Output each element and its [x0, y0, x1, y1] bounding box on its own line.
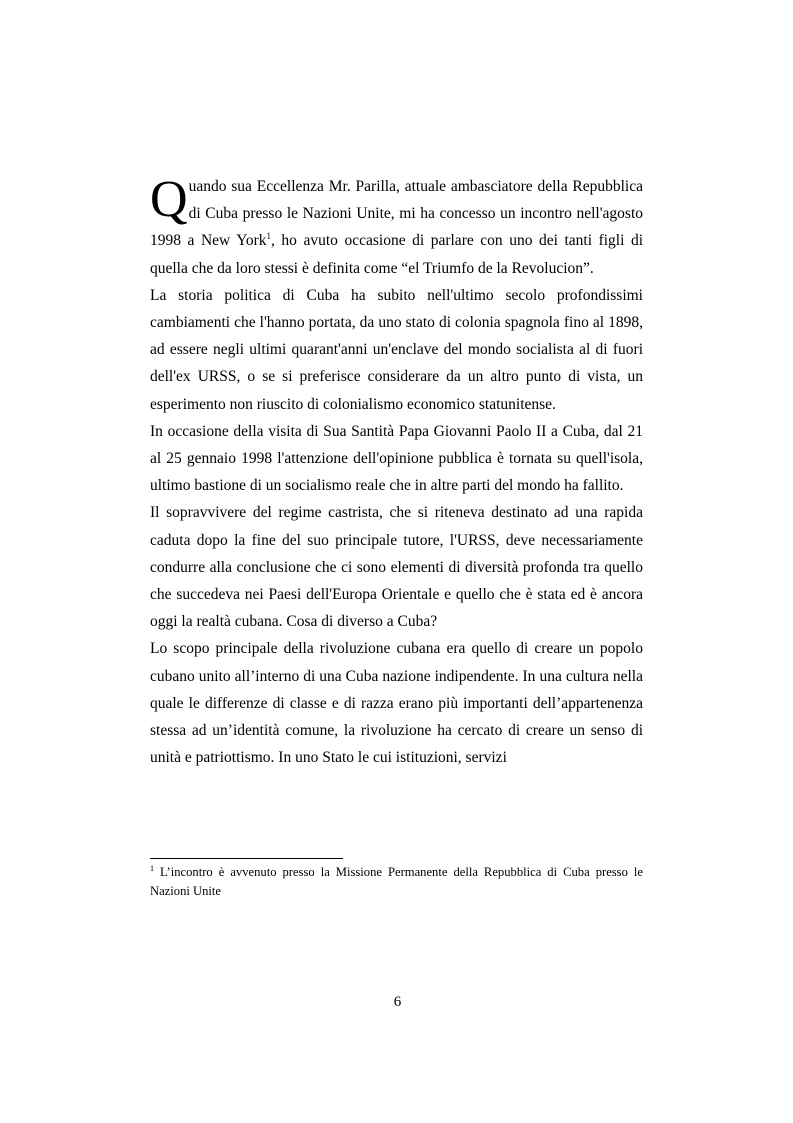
paragraph: Il sopravvivere del regime castrista, che si riteneva destinato ad una rapida caduta dopo la fine del suo principale tutore, l'URSS, deve necessariamente condurre alla conclusione che ci sono elementi di diversità profonda tra quello che succedeva nei Paesi dell'Europa Orientale e quello che è stata ed è ancora oggi la realtà cubana. Cosa di diverso a Cuba? [150, 504, 643, 631]
paragraph: In occasione della visita di Sua Santità Papa Giovanni Paolo II a Cuba, dal 21 al 25 gennaio 1998 l'attenzione dell'opinione pubblica è tornata su quell'isola, ultimo bastione di un socialismo reale che in altre parti del mondo ha fallito. [150, 422, 643, 495]
body-text [150, 173, 643, 771]
paragraph-intro [150, 173, 643, 282]
footnote-text: L’incontro è avvenuto presso la Missione Permanente della Repubblica di Cuba presso le Nazioni Unite [150, 865, 643, 898]
footnote [150, 863, 643, 900]
drop-cap: Q [150, 171, 188, 228]
paragraph: La storia politica di Cuba ha subito nell'ultimo secolo profondissimi cambiamenti che l'hanno portata, da uno stato di colonia spagnola fino al 1898, ad essere negli ultimi quarant'anni un'enclave del mondo socialista al di fuori dell'ex URSS, o se si preferisce considerare da un altro punto di vista, un esperimento non riuscito di colonialismo economico statunitense. [150, 286, 643, 413]
footnote-number: 1 [150, 864, 154, 873]
paragraph: Lo scopo principale della rivoluzione cubana era quello di creare un popolo cubano unito all’interno di una Cuba nazione indipendente. In una cultura nella quale le differenze di classe e di razza erano più importanti dell’appartenenza stessa ad un’identità comune, la rivoluzione ha cercato di creare un senso di unità e patriottismo. In uno Stato le cui istituzioni, servizi [150, 640, 643, 767]
page-number: 6 [393, 994, 402, 1010]
intro-text-before-note: uando sua Eccellenza Mr. Parilla, attuale ambasciatore della Repubblica di Cuba presso le Nazioni Unite, mi ha concesso un incontro nell'agosto 1998 a New York [150, 178, 643, 250]
footnote-reference[interactable]: 1 [266, 231, 272, 242]
intro-text-after-note: , ho avuto occasione di parlare con uno dei tanti figli di quella che da loro stessi è definita come “el Triumfo de la Revolucion”. [150, 232, 644, 277]
footnote-divider [150, 858, 343, 859]
